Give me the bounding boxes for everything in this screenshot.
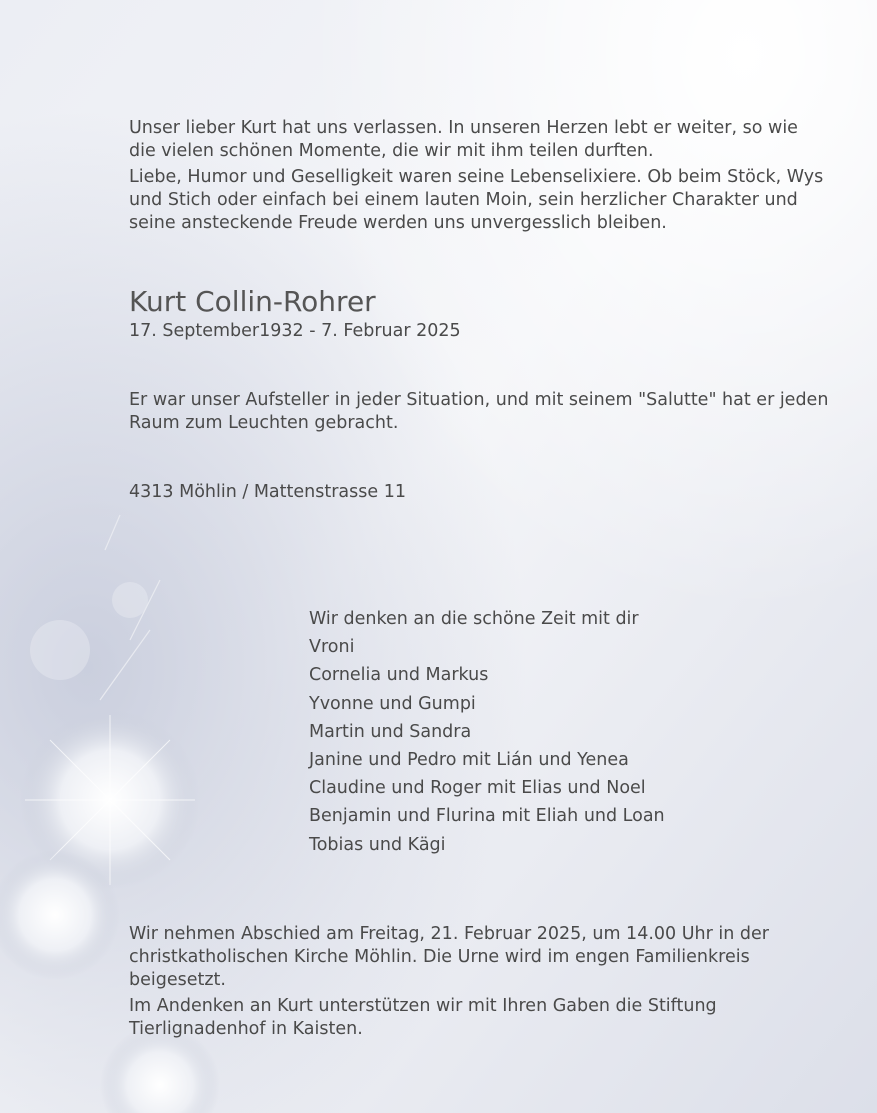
- mourner-name: Vroni: [309, 637, 355, 658]
- farewell-paragraph-1: Wir nehmen Abschied am Freitag, 21. Februar 2025, um 14.00 Uhr in der christkatholischen Kirche Möhlin. Die Urne wird im engen Familienkreis beigesetzt.: [129, 924, 769, 990]
- tribute-text: [129, 389, 829, 438]
- mourner-name: Claudine und Roger mit Elias und Noel: [309, 778, 646, 799]
- mourners-list: [309, 605, 665, 859]
- mourner-name: Benjamin und Flurina mit Eliah und Loan: [309, 806, 665, 827]
- farewell-text: [129, 923, 829, 1044]
- address: 4313 Möhlin / Mattenstrasse 11: [129, 482, 406, 502]
- mourners-heading: Wir denken an die schöne Zeit mit dir: [309, 609, 639, 629]
- tribute-paragraph: Er war unser Aufsteller in jeder Situation, und mit seinem "Salutte" hat er jeden Raum zum Leuchten gebracht.: [129, 390, 829, 433]
- intro-paragraph-2: Liebe, Humor und Geselligkeit waren seine Lebenselixiere. Ob beim Stöck, Wys und Stich oder einfach bei einem lauten Moin, sein herzlicher Charakter und seine ansteckende Freude werden uns unvergesslich bleiben.: [129, 167, 824, 233]
- deceased-name: Kurt Collin-Rohrer: [129, 285, 376, 318]
- intro-paragraph-1: Unser lieber Kurt hat uns verlassen. In unseren Herzen lebt er weiter, so wie die vielen schönen Momente, die wir mit ihm teilen durften.: [129, 118, 798, 161]
- life-dates: 17. September1932 - 7. Februar 2025: [129, 321, 461, 341]
- mourner-name: Martin und Sandra: [309, 721, 472, 742]
- intro-text: [129, 117, 829, 238]
- mourner-name: Tobias und Kägi: [309, 834, 446, 855]
- mourner-name: Janine und Pedro mit Lián und Yenea: [309, 750, 629, 771]
- mourner-name: Yvonne und Gumpi: [309, 693, 476, 714]
- mourner-name: Cornelia und Markus: [309, 665, 489, 686]
- farewell-paragraph-2: Im Andenken an Kurt unterstützen wir mit Ihren Gaben die Stiftung Tierlignadenhof in Kaisten.: [129, 996, 717, 1039]
